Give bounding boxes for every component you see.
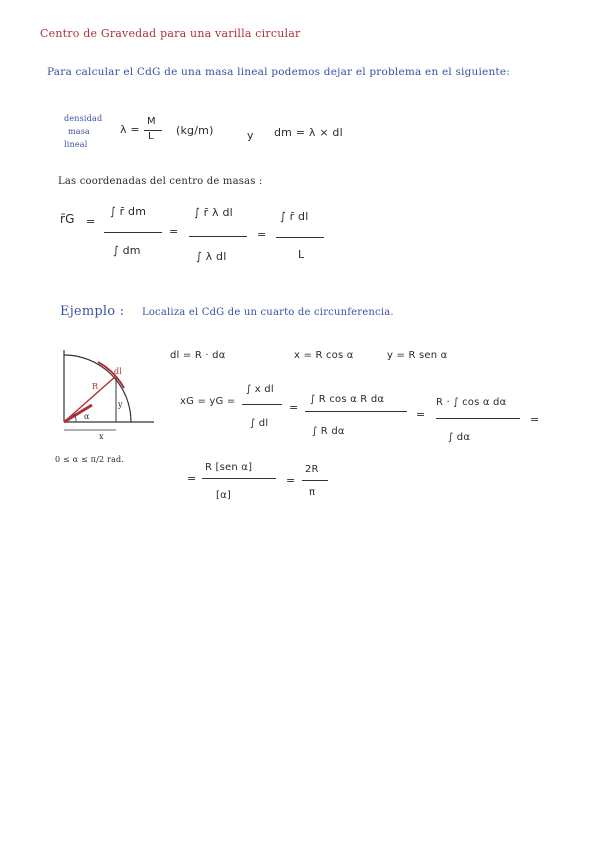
- rg-f2-num: ∫ r̄ λ dl: [194, 206, 233, 219]
- diagram-footnote: 0 ≤ α ≤ π/2 rad.: [55, 455, 125, 464]
- density-conjunction: y: [247, 129, 254, 142]
- rg-lhs: r̄G: [60, 212, 75, 226]
- diagram-label-r: R: [92, 382, 99, 391]
- rg-f3-num: ∫ r̄ dl: [280, 210, 309, 223]
- lambda-symbol: λ =: [120, 123, 140, 136]
- example-heading: Ejemplo :: [60, 304, 125, 319]
- density-denominator: L: [148, 131, 154, 142]
- xg-f3-num: R · ∫ cos α dα: [436, 397, 507, 408]
- density-label-2: masa: [68, 127, 91, 136]
- final-den: π: [309, 487, 316, 498]
- density-label-3: lineal: [64, 140, 88, 149]
- xg-f3-bar: [436, 418, 520, 419]
- rg-f1-bar: [104, 232, 162, 233]
- relation-dl: dl = R · dα: [170, 350, 226, 361]
- density-units: (kg/m): [176, 124, 214, 137]
- rg-f2-bar: [189, 236, 247, 237]
- xg-f1-num: ∫ x dl: [246, 384, 274, 395]
- rg-f3-bar: [276, 237, 324, 238]
- rg-f1-num: ∫ r̄ dm: [110, 205, 147, 218]
- xg-equals-2: =: [289, 401, 299, 414]
- rg-f3-den: L: [298, 248, 305, 261]
- diagram-label-x: x: [99, 432, 104, 441]
- final-num: 2R: [305, 464, 319, 475]
- final-bar: [302, 480, 328, 481]
- relation-y: y = R sen α: [387, 350, 448, 361]
- relation-x: x = R cos α: [294, 350, 354, 361]
- rg-equals-2: =: [169, 225, 179, 238]
- dm-formula: dm = λ × dl: [274, 126, 343, 139]
- rg-equals-3: =: [257, 228, 267, 241]
- xg-equals-4: =: [530, 413, 540, 426]
- centre-of-mass-intro: Las coordenadas del centro de masas :: [58, 176, 263, 187]
- rg-f1-den: ∫ dm: [113, 244, 141, 257]
- intro-text: Para calcular el CdG de una masa lineal podemos dejar el problema en el siguiente:: [47, 66, 510, 78]
- result-equals-2: =: [286, 474, 296, 487]
- rg-f2-den: ∫ λ dl: [196, 250, 227, 263]
- result-equals-1: =: [187, 472, 197, 485]
- diagram-label-alpha: α: [84, 412, 90, 421]
- density-label-1: densidad: [64, 114, 103, 123]
- rg-equals-1: =: [86, 215, 96, 228]
- density-formula: [120, 123, 140, 136]
- xg-f1-den: ∫ dl: [250, 418, 269, 429]
- result-bar: [202, 478, 276, 479]
- diagram-label-dl: dl: [114, 367, 123, 376]
- result-den: [α]: [216, 490, 231, 501]
- density-numerator: M: [147, 116, 156, 127]
- diagram-label-y: y: [118, 400, 123, 409]
- xg-f2-num: ∫ R cos α R dα: [310, 394, 385, 405]
- xg-f2-bar: [305, 411, 407, 412]
- result-num: R [sen α]: [205, 462, 253, 473]
- xg-f2-den: ∫ R dα: [312, 426, 345, 437]
- page-title: Centro de Gravedad para una varilla circular: [40, 27, 301, 40]
- example-statement: Localiza el CdG de un cuarto de circunferencia.: [142, 307, 394, 318]
- quarter-circle-diagram: [58, 348, 158, 438]
- xg-lhs: xG = yG =: [180, 396, 236, 407]
- radius-line: [64, 376, 116, 422]
- xg-f1-bar: [242, 404, 282, 405]
- xg-f3-den: ∫ dα: [448, 432, 471, 443]
- xg-equals-3: =: [416, 408, 426, 421]
